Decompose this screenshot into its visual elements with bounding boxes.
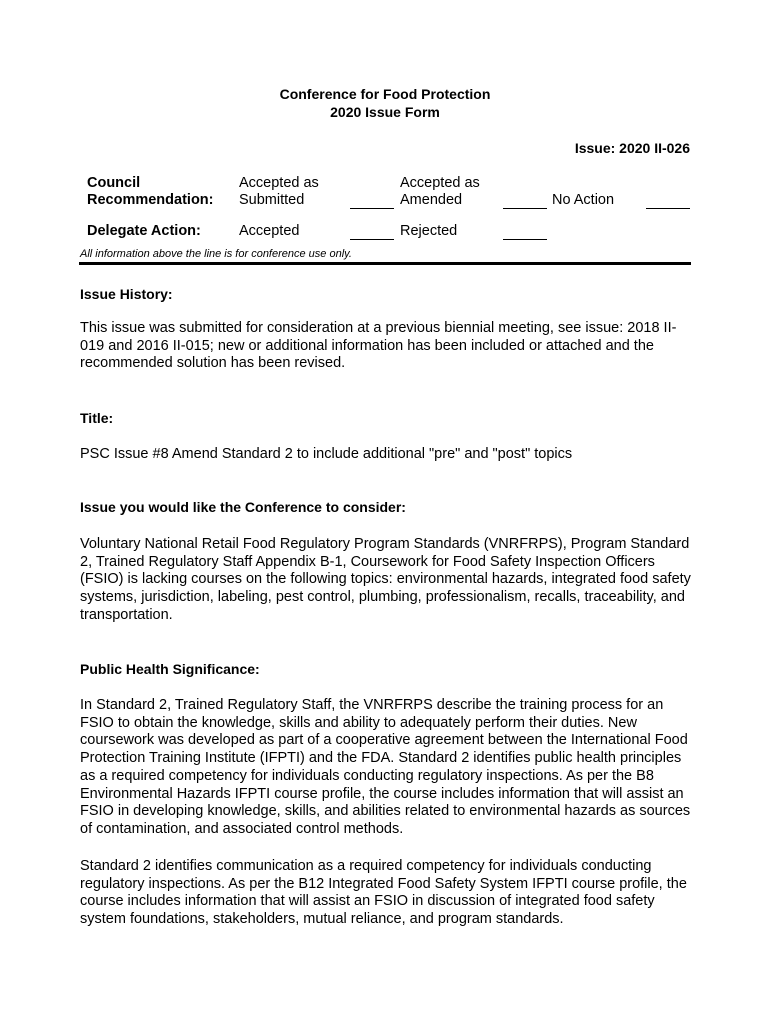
accepted-as-submitted-line1: Accepted as (239, 175, 319, 191)
public-health-paragraph-1: In Standard 2, Trained Regulatory Staff, the VNRFRPS describe the training process for an FSIO to obtain the knowledge, skills and ability to adequately perform their duties. New coursework was developed as part of a cooperative agreement between the International Food Protection Training Institute (IFPTI) and the FDA. Standard 2 identifies public health principles as a required competency for individuals conducting regulatory inspections. As per the B8 Environmental Hazards IFPTI course profile, the course includes information that will assist an FSIO in developing knowledge, skills, and abilities related to environmental hazards as sources of contamination, and associated control methods. (80, 697, 691, 837)
conference-use-note: All information above the line is for conference use only. (80, 248, 352, 260)
rejected-label: Rejected (400, 223, 458, 239)
council-label-line2: Recommendation: (87, 192, 214, 208)
divider-line (79, 262, 691, 265)
accepted-as-amended-line1: Accepted as (400, 175, 480, 191)
issue-number: Issue: 2020 II-026 (574, 140, 690, 156)
issue-history-heading: Issue History: (80, 286, 173, 302)
accepted-as-submitted-blank[interactable] (350, 208, 394, 209)
accepted-as-amended-line2: Amended (400, 192, 463, 208)
accepted-label: Accepted (239, 223, 300, 239)
accepted-blank[interactable] (350, 239, 394, 240)
public-health-paragraph-2: Standard 2 identifies communication as a required competency for individuals conducting regulatory inspections. As per the B12 Integrated Food Safety System IFPTI course profile, the course includes information that will assist an FSIO in discussion of integrated food safety system foundations, stakeholders, mutual reliance, and program standards. (80, 858, 687, 928)
public-health-heading: Public Health Significance: (80, 661, 260, 677)
issue-history-text: This issue was submitted for consideration at a previous biennial meeting, see issue: 2018 II-019 and 2016 II-015; new or additional information has been included or attached and the recommended solution has been revised. (80, 320, 677, 372)
delegate-action-label: Delegate Action: (87, 223, 201, 239)
issue-consider-text: Voluntary National Retail Food Regulatory Program Standards (VNRFRPS), Program Standard 2, Trained Regulatory Staff Appendix B-1, Coursework for Food Safety Inspection Officers (FSIO) is lacking courses on the following topics: environmental hazards, integrated food safety systems, jurisdiction, labeling, pest control, plumbing, professionalism, recalls, traceability, and transportation. (80, 536, 691, 623)
form-title: Conference for Food Protection (279, 86, 491, 102)
issue-consider-heading: Issue you would like the Conference to consider: (80, 499, 406, 515)
no-action-label: No Action (552, 192, 615, 208)
accepted-as-amended-blank[interactable] (503, 208, 547, 209)
accepted-as-submitted-line2: Submitted (239, 192, 305, 208)
form-subtitle: 2020 Issue Form (330, 104, 440, 120)
no-action-blank[interactable] (646, 208, 690, 209)
rejected-blank[interactable] (503, 239, 547, 240)
council-label-line1: Council (87, 175, 141, 191)
title-heading: Title: (80, 410, 114, 426)
title-text: PSC Issue #8 Amend Standard 2 to include additional "pre" and "post" topics (80, 446, 573, 462)
